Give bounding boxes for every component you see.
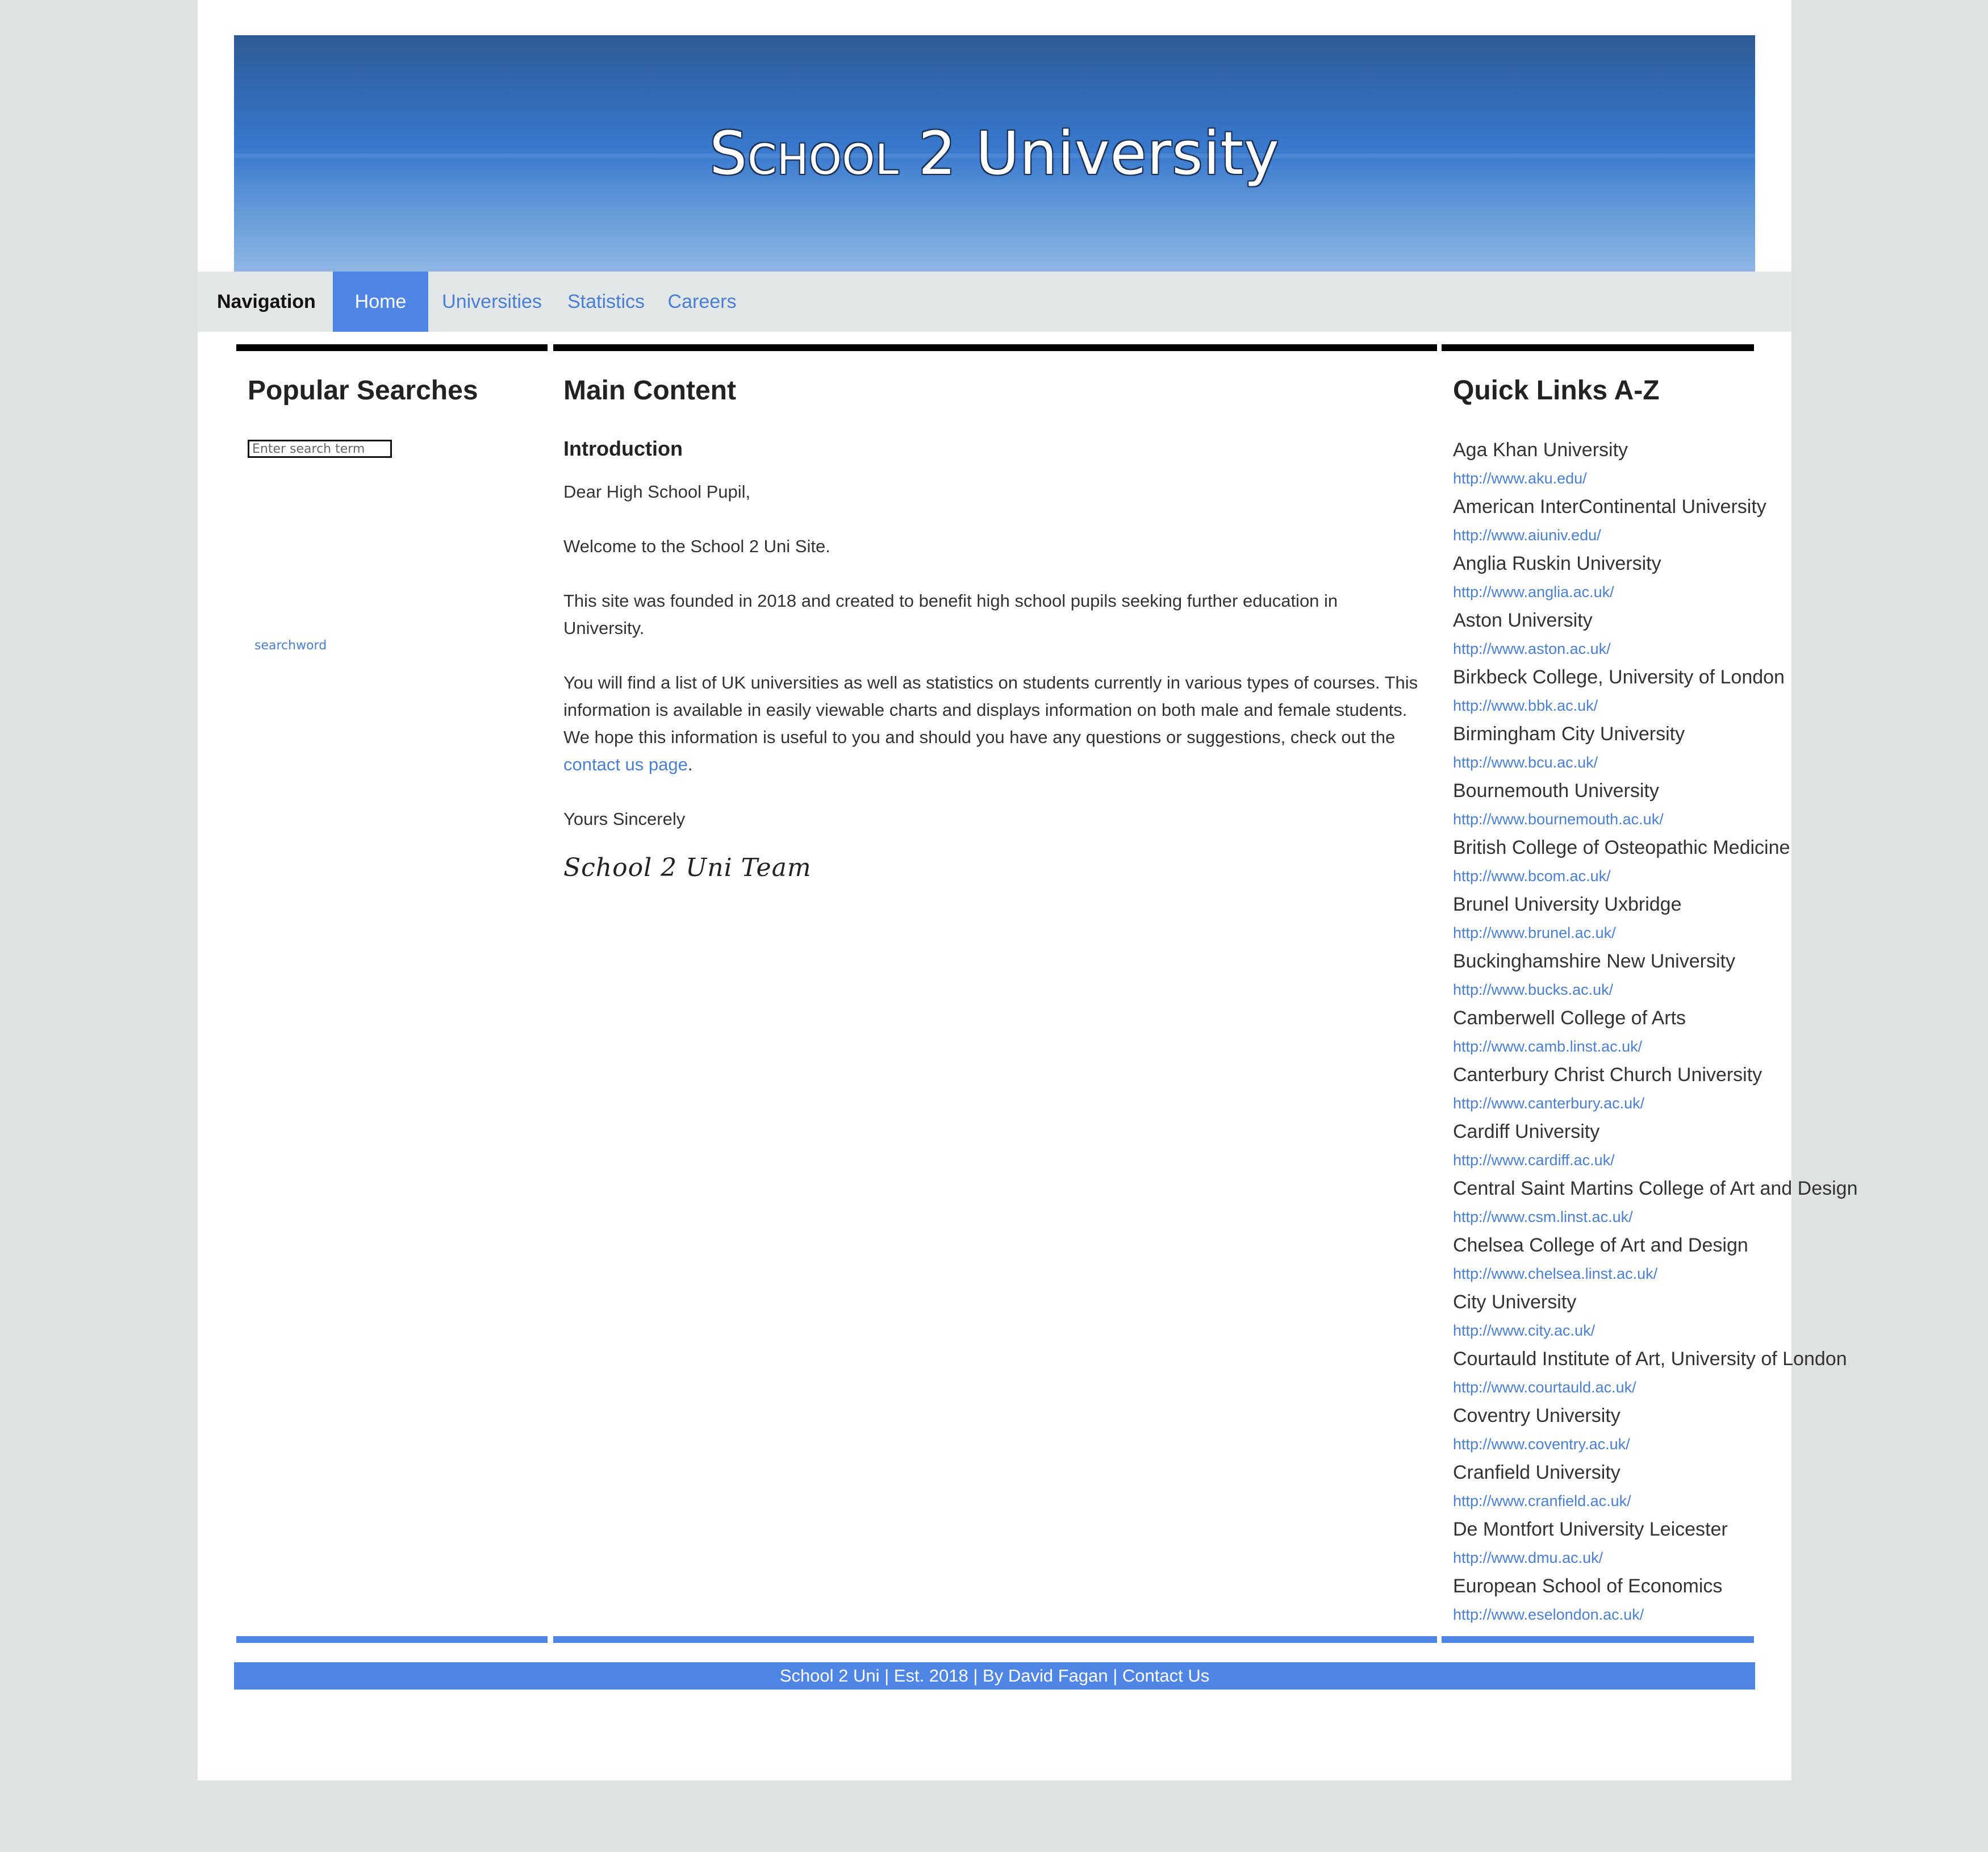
searchword-link[interactable]: searchword: [254, 639, 327, 653]
footer: School 2 Uni | Est. 2018 | By David Fagan | Contact Us: [234, 1662, 1755, 1690]
quick-link-url[interactable]: http://www.cranfield.ac.uk/: [1453, 1492, 1631, 1509]
quick-link-name: City University: [1453, 1291, 1577, 1313]
quick-link-name: European School of Economics: [1453, 1575, 1723, 1597]
quick-link-name: Bournemouth University: [1453, 780, 1659, 802]
introduction-heading: Introduction: [563, 437, 683, 460]
quick-link-name: Buckinghamshire New University: [1453, 950, 1735, 972]
nav-home[interactable]: Home: [333, 272, 428, 332]
search-input[interactable]: [248, 440, 392, 458]
quick-link-item: [1453, 1454, 1748, 1511]
quick-link-url[interactable]: http://www.csm.linst.ac.uk/: [1453, 1208, 1633, 1225]
info-end: .: [687, 754, 693, 774]
quick-link-name: De Montfort University Leicester: [1453, 1519, 1728, 1540]
site-title-part1: School 2: [709, 119, 957, 188]
quick-link-name: Brunel University Uxbridge: [1453, 894, 1682, 915]
quick-link-name: Cardiff University: [1453, 1121, 1600, 1142]
quick-link-item: [1453, 1000, 1748, 1057]
main-content: [563, 432, 1421, 882]
quick-link-url[interactable]: http://www.courtauld.ac.uk/: [1453, 1379, 1636, 1396]
quick-link-item: [1453, 545, 1748, 602]
quick-link-url[interactable]: http://www.bcom.ac.uk/: [1453, 867, 1611, 885]
quick-link-item: [1453, 1113, 1748, 1170]
main-content-heading: Main Content: [563, 376, 736, 406]
nav-careers[interactable]: Careers: [667, 291, 737, 312]
quick-link-url[interactable]: http://www.canterbury.ac.uk/: [1453, 1095, 1645, 1112]
quick-link-item: [1453, 1341, 1847, 1398]
info-text: You will find a list of UK universities as well as statistics on students currently in various types of courses. This information is available in easily viewable charts and displays information on both male and female students. We hope this information is useful to you and should you have any questions or suggestions, check out the: [563, 673, 1418, 747]
quick-link-url[interactable]: http://www.eselondon.ac.uk/: [1453, 1606, 1644, 1623]
quick-link-name: Camberwell College of Arts: [1453, 1007, 1686, 1029]
quick-link-item: [1453, 1568, 1748, 1625]
quick-link-url[interactable]: http://www.dmu.ac.uk/: [1453, 1549, 1603, 1566]
nav-statistics[interactable]: Statistics: [567, 291, 645, 312]
navigation-label: Navigation: [217, 291, 316, 312]
header-banner: [234, 35, 1755, 272]
contact-us-link[interactable]: contact us page: [563, 754, 688, 774]
left-column-bottom-border: [236, 1636, 548, 1643]
quick-link-name: American InterContinental University: [1453, 496, 1766, 518]
nav-universities[interactable]: Universities: [442, 291, 542, 312]
founded-text: This site was founded in 2018 and created to benefit high school pupils seeking further education in University.: [563, 591, 1338, 638]
quick-link-name: Aston University: [1453, 610, 1593, 631]
quick-link-item: [1453, 1057, 1763, 1113]
quick-link-name: Anglia Ruskin University: [1453, 553, 1661, 574]
quick-link-item: [1453, 1284, 1748, 1341]
quick-link-item: [1453, 886, 1748, 943]
quick-link-item: [1453, 829, 1790, 886]
quick-link-item: [1453, 659, 1785, 716]
quick-link-url[interactable]: http://www.aiuniv.edu/: [1453, 527, 1601, 544]
quick-link-url[interactable]: http://www.brunel.ac.uk/: [1453, 924, 1616, 941]
greeting-text: Dear High School Pupil,: [563, 482, 751, 502]
closing-text: Yours Sincerely: [563, 809, 686, 829]
popular-searches-heading: Popular Searches: [248, 376, 478, 406]
quick-link-url[interactable]: http://www.bucks.ac.uk/: [1453, 981, 1614, 998]
quick-link-url[interactable]: http://www.city.ac.uk/: [1453, 1322, 1596, 1339]
quick-link-name: Cranfield University: [1453, 1462, 1621, 1483]
quick-link-item: [1453, 943, 1748, 1000]
quick-link-item: [1453, 1511, 1748, 1568]
quick-link-url[interactable]: http://www.aku.edu/: [1453, 470, 1587, 487]
quick-link-name: Aga Khan University: [1453, 439, 1628, 461]
quick-link-url[interactable]: http://www.aston.ac.uk/: [1453, 640, 1611, 657]
welcome-text: Welcome to the School 2 Uni Site.: [563, 536, 830, 556]
quick-link-name: Canterbury Christ Church University: [1453, 1064, 1763, 1086]
quick-link-url[interactable]: http://www.bournemouth.ac.uk/: [1453, 811, 1664, 828]
quick-link-url[interactable]: http://www.bbk.ac.uk/: [1453, 697, 1598, 714]
quick-link-name: Birmingham City University: [1453, 723, 1685, 745]
quick-link-name: Birkbeck College, University of London: [1453, 666, 1785, 688]
quick-link-item: [1453, 489, 1766, 545]
page-container: [198, 0, 1858, 1780]
signature: School 2 Uni Team: [563, 853, 812, 882]
quick-links-heading: Quick Links A-Z: [1453, 376, 1660, 406]
site-title: [234, 119, 1755, 188]
quick-link-name: Coventry University: [1453, 1405, 1621, 1426]
right-column-top-border: [1442, 344, 1754, 351]
quick-links-list: [1453, 432, 1858, 1636]
quick-link-item: [1453, 773, 1748, 829]
left-column-top-border: [236, 344, 548, 351]
quick-link-item: [1453, 1170, 1858, 1227]
main-column-top-border: [553, 344, 1437, 351]
info-paragraph: [563, 669, 1421, 778]
quick-link-url[interactable]: http://www.bcu.ac.uk/: [1453, 754, 1598, 771]
quick-link-url[interactable]: http://www.anglia.ac.uk/: [1453, 583, 1614, 600]
quick-link-item: [1453, 716, 1748, 773]
site-title-part2: University: [976, 119, 1280, 188]
quick-link-item: [1453, 432, 1748, 489]
quick-link-item: [1453, 602, 1748, 659]
navigation-bar: [198, 272, 1791, 332]
quick-link-url[interactable]: http://www.chelsea.linst.ac.uk/: [1453, 1265, 1658, 1282]
quick-link-name: Chelsea College of Art and Design: [1453, 1234, 1748, 1256]
quick-link-name: British College of Osteopathic Medicine: [1453, 837, 1790, 858]
quick-link-url[interactable]: http://www.coventry.ac.uk/: [1453, 1436, 1630, 1453]
quick-link-name: Central Saint Martins College of Art and Design: [1453, 1178, 1858, 1199]
quick-link-url[interactable]: http://www.camb.linst.ac.uk/: [1453, 1038, 1643, 1055]
quick-link-url[interactable]: http://www.cardiff.ac.uk/: [1453, 1152, 1615, 1169]
main-column-bottom-border: [553, 1636, 1437, 1643]
right-column-bottom-border: [1442, 1636, 1754, 1643]
quick-link-item: [1453, 1398, 1748, 1454]
quick-link-name: Courtauld Institute of Art, University of London: [1453, 1348, 1847, 1370]
quick-link-item: [1453, 1227, 1748, 1284]
